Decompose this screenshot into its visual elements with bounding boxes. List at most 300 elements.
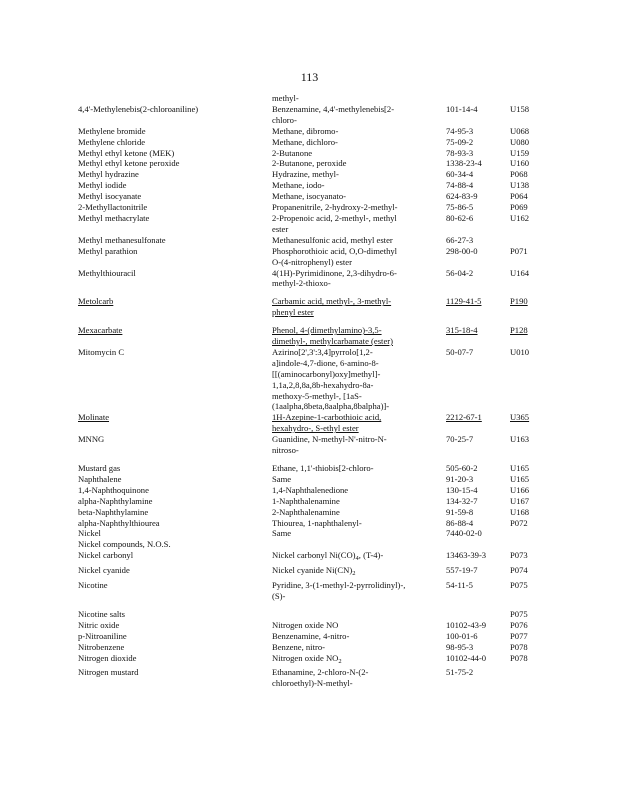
- waste-code-cell-text: U165: [510, 473, 530, 484]
- chemical-name-cell: [78, 307, 272, 318]
- table-row: [78, 609, 548, 620]
- table-row: [78, 380, 548, 391]
- cas-number-cell: [446, 539, 510, 550]
- chemical-name-cell-text: Nitrobenzene: [78, 641, 125, 652]
- chemical-name-cell: [78, 423, 272, 434]
- synonym-cell-text: Benzenamine, 4,4'-methylenebis[2-: [272, 103, 395, 114]
- table-row: [78, 539, 548, 550]
- waste-code-cell: [510, 137, 548, 148]
- cas-number-cell: [446, 278, 510, 289]
- cas-number-cell-text: 505-60-2: [446, 463, 478, 473]
- chemical-table: [78, 93, 548, 689]
- waste-code-cell: [510, 380, 548, 391]
- synonym-cell-text: 1,4-Naphthalenedione: [272, 484, 349, 495]
- waste-code-cell: [510, 307, 548, 318]
- synonym-cell-text: 1-Naphthalenamine: [272, 495, 340, 506]
- table-row: [78, 93, 548, 104]
- cas-number-cell: [446, 369, 510, 380]
- synonym-cell-text: (1aalpha,8beta,8aalpha,8balpha)]-: [272, 401, 390, 412]
- synonym-cell-text: a]indole-4,7-dione, 6-amino-8-: [272, 357, 379, 368]
- cas-number-cell-text: 91-59-8: [446, 506, 474, 517]
- waste-code-cell: [510, 224, 548, 235]
- synonym-cell-text: methyl-: [272, 93, 299, 103]
- chemical-name-cell-text: Nickel compounds, N.O.S.: [78, 539, 171, 550]
- waste-code-cell-text: P128: [510, 325, 528, 336]
- synonym-cell: [272, 507, 446, 518]
- chemical-name-cell: [78, 224, 272, 235]
- synonym-cell: [272, 126, 446, 137]
- synonym-cell-text: ester: [272, 223, 289, 234]
- cas-number-cell: [446, 653, 510, 668]
- synonym-cell-text: Hydrazine, methyl-: [272, 169, 339, 180]
- cas-number-cell-text: 51-75-2: [446, 667, 474, 678]
- synonym-cell: [272, 631, 446, 642]
- synonym-cell: [272, 358, 446, 369]
- synonym-cell: [272, 347, 446, 358]
- table-row: [78, 496, 548, 507]
- chemical-name-cell-text: Methyl parathion: [78, 245, 138, 256]
- chemical-name-cell-text: Methyl hydrazine: [78, 169, 139, 180]
- table-row: [78, 278, 548, 289]
- table-row: [78, 224, 548, 235]
- cas-number-cell-text: 1129-41-5: [446, 296, 482, 307]
- table-row: [78, 507, 548, 518]
- waste-code-cell-text: U167: [510, 495, 530, 506]
- waste-code-cell: [510, 268, 548, 279]
- chemical-name-cell: [78, 296, 272, 307]
- table-row: [78, 126, 548, 137]
- synonym-cell-text: O-(4-nitrophenyl) ester: [272, 256, 352, 267]
- cas-number-cell: [446, 191, 510, 202]
- row-spacer: [78, 318, 548, 325]
- cas-number-cell: [446, 358, 510, 369]
- spacer-cell: [78, 456, 548, 463]
- cas-number-cell: [446, 93, 510, 104]
- cas-number-cell-text: 298-00-0: [446, 245, 478, 256]
- synonym-cell-text: nitroso-: [272, 445, 299, 456]
- synonym-cell-text: Ethane, 1,1'-thiobis[2-chloro-: [272, 463, 374, 473]
- waste-code-cell-text: P190: [510, 296, 528, 307]
- waste-code-cell-text: U163: [510, 434, 530, 445]
- synonym-cell: [272, 104, 446, 115]
- synonym-cell-text: Same: [272, 528, 292, 539]
- waste-code-cell: [510, 550, 548, 565]
- cas-number-cell: [446, 631, 510, 642]
- waste-code-cell: [510, 246, 548, 257]
- chemical-name-cell: [78, 565, 272, 580]
- waste-code-cell: [510, 539, 548, 550]
- chemical-name-cell: [78, 591, 272, 602]
- synonym-cell-text: Methane, dibromo-: [272, 125, 339, 136]
- waste-code-cell-text: P072: [510, 517, 528, 528]
- waste-code-cell-text: P074: [510, 565, 528, 576]
- waste-code-cell-text: U165: [510, 463, 530, 473]
- synonym-cell-text: 1,1a,2,8,8a,8b-hexahydro-8a-: [272, 379, 374, 390]
- cas-number-cell: [446, 507, 510, 518]
- cas-number-cell-text: 75-09-2: [446, 136, 474, 147]
- chemical-name-cell-text: Methyl methanesulfonate: [78, 234, 166, 245]
- synonym-cell-text: Benzene, nitro-: [272, 641, 325, 652]
- synonym-cell: [272, 528, 446, 539]
- waste-code-cell-text: U162: [510, 212, 530, 223]
- table-row: [78, 678, 548, 689]
- synonym-cell: [272, 580, 446, 591]
- cas-number-cell-text: 7440-02-0: [446, 528, 482, 539]
- waste-code-cell-text: U365: [510, 412, 530, 423]
- waste-code-cell: [510, 115, 548, 126]
- cas-number-cell: [446, 667, 510, 678]
- waste-code-cell-text: P069: [510, 202, 528, 213]
- chemical-name-cell: [78, 496, 272, 507]
- chemical-name-cell: [78, 169, 272, 180]
- cas-number-cell-text: 91-20-3: [446, 473, 474, 484]
- cas-number-cell-text: 624-83-9: [446, 191, 478, 202]
- chemical-name-cell: [78, 445, 272, 456]
- table-row: [78, 423, 548, 434]
- waste-code-cell-text: U158: [510, 103, 530, 114]
- synonym-cell: [272, 325, 446, 336]
- row-spacer: [78, 456, 548, 463]
- synonym-cell: [272, 591, 446, 602]
- chemical-name-cell-text: alpha-Naphthylthiourea: [78, 517, 160, 528]
- cas-number-cell: [446, 380, 510, 391]
- table-row: [78, 620, 548, 631]
- cas-number-cell: [446, 104, 510, 115]
- chemical-name-cell: [78, 528, 272, 539]
- waste-code-cell: [510, 565, 548, 580]
- chemical-name-cell-text: Metolcarb: [78, 296, 114, 307]
- table-row: [78, 653, 548, 668]
- table-row: [78, 180, 548, 191]
- waste-code-cell-text: P075: [510, 608, 528, 619]
- cas-number-cell: [446, 591, 510, 602]
- cas-number-cell: [446, 268, 510, 279]
- chemical-name-cell: [78, 434, 272, 445]
- waste-code-cell-text: P068: [510, 169, 528, 180]
- chemical-name-cell: [78, 93, 272, 104]
- synonym-cell-text: 2-Naphthalenamine: [272, 506, 340, 517]
- waste-code-cell: [510, 257, 548, 268]
- waste-code-cell: [510, 485, 548, 496]
- page-number: 113: [300, 70, 319, 84]
- synonym-cell: [272, 401, 446, 412]
- table-row: [78, 235, 548, 246]
- table-row: [78, 580, 548, 591]
- spacer-cell: [78, 602, 548, 609]
- table-row: [78, 434, 548, 445]
- synonym-cell-text: Phosphorothioic acid, O,O-dimethyl: [272, 245, 398, 256]
- cas-number-cell: [446, 580, 510, 591]
- synonym-cell-text: Methane, isocyanato-: [272, 191, 346, 202]
- synonym-cell: [272, 278, 446, 289]
- chemical-name-cell: [78, 148, 272, 159]
- table-row: [78, 246, 548, 257]
- synonym-cell: [272, 391, 446, 402]
- chemical-name-cell: [78, 539, 272, 550]
- table-row: [78, 104, 548, 115]
- synonym-cell-text: Azirino[2',3':3,4]pyrrolo[1,2-: [272, 346, 373, 357]
- chemical-name-cell: [78, 620, 272, 631]
- chemical-name-cell-text: Methyl isocyanate: [78, 191, 142, 202]
- chemical-name-cell: [78, 347, 272, 358]
- cas-number-cell: [446, 620, 510, 631]
- waste-code-cell: [510, 213, 548, 224]
- waste-code-cell: [510, 631, 548, 642]
- spacer-cell: [78, 318, 548, 325]
- waste-code-cell-text: P076: [510, 619, 528, 630]
- waste-code-cell: [510, 278, 548, 289]
- cas-number-cell: [446, 158, 510, 169]
- synonym-cell-text: 2-Butanone: [272, 147, 313, 158]
- waste-code-cell: [510, 434, 548, 445]
- chemical-table-body: [78, 93, 548, 689]
- chemical-name-cell-text: Mexacarbate: [78, 325, 123, 336]
- synonym-cell: [272, 565, 446, 580]
- synonym-cell: [272, 423, 446, 434]
- chemical-name-cell: [78, 191, 272, 202]
- table-row: [78, 296, 548, 307]
- spacer-cell: [78, 289, 548, 296]
- synonym-cell-text: Nitrogen oxide NO: [272, 652, 339, 663]
- waste-code-cell: [510, 678, 548, 689]
- cas-number-cell: [446, 347, 510, 358]
- cas-number-cell: [446, 518, 510, 529]
- waste-code-cell: [510, 336, 548, 347]
- cas-number-cell: [446, 423, 510, 434]
- synonym-cell: [272, 678, 446, 689]
- table-row: [78, 518, 548, 529]
- cas-number-cell: [446, 609, 510, 620]
- chemical-name-cell-text: Naphthalene: [78, 473, 122, 484]
- chemical-name-cell-text: Nitric oxide: [78, 619, 120, 630]
- synonym-cell: [272, 148, 446, 159]
- cas-number-cell: [446, 213, 510, 224]
- table-row: [78, 257, 548, 268]
- chemical-name-cell-text: Nicotine salts: [78, 608, 126, 619]
- chemical-name-cell: [78, 401, 272, 412]
- waste-code-cell-text: P077: [510, 630, 528, 641]
- synonym-cell-text: Pyridine, 3-(1-methyl-2-pyrrolidinyl)-,: [272, 580, 406, 591]
- synonym-cell: [272, 642, 446, 653]
- synonym-cell: [272, 169, 446, 180]
- chemical-name-cell-text: Methyl methacrylate: [78, 212, 150, 223]
- cas-number-cell: [446, 485, 510, 496]
- cas-number-cell: [446, 434, 510, 445]
- waste-code-cell-text: U068: [510, 125, 530, 136]
- waste-code-cell-text: P064: [510, 191, 528, 202]
- chemical-name-cell: [78, 580, 272, 591]
- chemical-name-cell: [78, 257, 272, 268]
- cas-number-cell: [446, 412, 510, 423]
- chemical-name-cell: [78, 268, 272, 279]
- synonym-cell: [272, 202, 446, 213]
- table-row: [78, 631, 548, 642]
- chemical-name-cell-text: alpha-Naphthylamine: [78, 495, 153, 506]
- waste-code-cell: [510, 325, 548, 336]
- waste-code-cell: [510, 580, 548, 591]
- synonym-cell-text: 4(1H)-Pyrimidinone, 2,3-dihydro-6-: [272, 267, 397, 278]
- cas-number-cell: [446, 463, 510, 474]
- chemical-name-cell: [78, 213, 272, 224]
- table-row: [78, 336, 548, 347]
- waste-code-cell: [510, 358, 548, 369]
- waste-code-cell-text: U080: [510, 136, 530, 147]
- chemical-name-cell: [78, 126, 272, 137]
- table-row: [78, 148, 548, 159]
- cas-number-cell: [446, 445, 510, 456]
- synonym-cell: [272, 620, 446, 631]
- chemical-name-cell: [78, 246, 272, 257]
- waste-code-cell: [510, 235, 548, 246]
- chemical-name-cell-text: p-Nitroaniline: [78, 630, 127, 641]
- cas-number-cell: [446, 224, 510, 235]
- chemical-name-cell-text: Nickel cyanide: [78, 565, 130, 576]
- table-row: [78, 347, 548, 358]
- cas-number-cell: [446, 202, 510, 213]
- synonym-cell: [272, 518, 446, 529]
- waste-code-cell: [510, 296, 548, 307]
- waste-code-cell-text: U168: [510, 506, 530, 517]
- cas-number-cell: [446, 126, 510, 137]
- chemical-name-cell: [78, 104, 272, 115]
- chemical-name-cell-text: Methylene bromide: [78, 125, 146, 136]
- synonym-cell-text: Guanidine, N-methyl-N'-nitro-N-: [272, 434, 387, 445]
- synonym-cell-text: dimethyl-, methylcarbamate (ester): [272, 336, 393, 347]
- synonym-cell: [272, 213, 446, 224]
- synonym-cell: [272, 380, 446, 391]
- cas-number-cell-text: 134-32-7: [446, 495, 478, 506]
- table-row: [78, 401, 548, 412]
- cas-number-cell: [446, 325, 510, 336]
- waste-code-cell: [510, 609, 548, 620]
- waste-code-cell: [510, 158, 548, 169]
- synonym-cell-text: methoxy-5-methyl-, [1aS-: [272, 390, 362, 401]
- table-row: [78, 565, 548, 580]
- synonym-cell: [272, 463, 446, 474]
- synonym-cell-text: 1H-Azepine-1-carbothioic acid,: [272, 412, 382, 423]
- synonym-cell-text: Nickel cyanide Ni(CN): [272, 565, 353, 576]
- cas-number-cell-text: 56-04-2: [446, 267, 474, 278]
- synonym-cell: [272, 307, 446, 318]
- waste-code-cell: [510, 391, 548, 402]
- chemical-name-cell-text: 4,4'-Methylenebis(2-chloroaniline): [78, 103, 199, 114]
- cas-number-cell: [446, 296, 510, 307]
- waste-code-cell-text: P073: [510, 550, 528, 561]
- cas-number-cell-text: 2212-67-1: [446, 412, 482, 423]
- waste-code-cell: [510, 401, 548, 412]
- waste-code-cell-text: U138: [510, 180, 530, 191]
- formula-subscript: 4: [355, 555, 359, 563]
- waste-code-cell-text: U159: [510, 147, 530, 158]
- table-row: [78, 667, 548, 678]
- synonym-cell: [272, 336, 446, 347]
- waste-code-cell: [510, 423, 548, 434]
- cas-number-cell-text: 315-18-4: [446, 325, 478, 336]
- chemical-name-cell: [78, 507, 272, 518]
- synonym-cell-text: Benzenamine, 4-nitro-: [272, 630, 350, 641]
- cas-number-cell-text: 10102-43-9: [446, 619, 487, 630]
- chemical-name-cell: [78, 642, 272, 653]
- chemical-name-cell-text: Methyl iodide: [78, 180, 127, 191]
- cas-number-cell: [446, 257, 510, 268]
- synonym-cell: [272, 434, 446, 445]
- cas-number-cell-text: 100-01-6: [446, 630, 478, 641]
- waste-code-cell: [510, 642, 548, 653]
- formula-subscript: 2: [352, 570, 356, 578]
- cas-number-cell-text: 70-25-7: [446, 434, 474, 445]
- chemical-name-cell: [78, 325, 272, 336]
- chemical-name-cell: [78, 358, 272, 369]
- waste-code-cell: [510, 180, 548, 191]
- waste-code-cell: [510, 369, 548, 380]
- table-row: [78, 463, 548, 474]
- cas-number-cell: [446, 169, 510, 180]
- table-row: [78, 412, 548, 423]
- waste-code-cell: [510, 169, 548, 180]
- cas-number-cell-text: 54-11-5: [446, 580, 473, 591]
- synonym-cell-text: phenyl ester: [272, 307, 314, 318]
- table-row: [78, 391, 548, 402]
- cas-number-cell-text: 80-62-6: [446, 212, 474, 223]
- chemical-name-cell: [78, 391, 272, 402]
- cas-number-cell: [446, 401, 510, 412]
- cas-number-cell-text: 557-19-7: [446, 565, 478, 576]
- chemical-name-cell-text: Nickel carbonyl: [78, 550, 134, 561]
- waste-code-cell: [510, 148, 548, 159]
- cas-number-cell-text: 74-88-4: [446, 180, 474, 191]
- waste-code-cell: [510, 445, 548, 456]
- chemical-name-cell: [78, 550, 272, 565]
- synonym-cell-text: Ethanamine, 2-chloro-N-(2-: [272, 667, 369, 678]
- cas-number-cell-text: 130-15-4: [446, 484, 478, 495]
- waste-code-cell: [510, 474, 548, 485]
- row-spacer: [78, 602, 548, 609]
- waste-code-cell: [510, 202, 548, 213]
- chemical-name-cell: [78, 158, 272, 169]
- cas-number-cell: [446, 496, 510, 507]
- waste-code-cell-text: U010: [510, 346, 530, 357]
- chemical-name-cell: [78, 180, 272, 191]
- table-row: [78, 358, 548, 369]
- table-row: [78, 550, 548, 565]
- chemical-name-cell: [78, 678, 272, 689]
- cas-number-cell-text: 78-93-3: [446, 147, 474, 158]
- synonym-cell-text: 2-Butanone, peroxide: [272, 158, 347, 169]
- chemical-name-cell-text: Mustard gas: [78, 463, 121, 473]
- cas-number-cell: [446, 180, 510, 191]
- cas-number-cell: [446, 642, 510, 653]
- synonym-cell: [272, 246, 446, 257]
- waste-code-cell: [510, 518, 548, 529]
- synonym-cell: [272, 474, 446, 485]
- synonym-cell-text: 2-Propenoic acid, 2-methyl-, methyl: [272, 212, 397, 223]
- chemical-name-cell: [78, 609, 272, 620]
- cas-number-cell: [446, 137, 510, 148]
- waste-code-cell-text: P075: [510, 580, 528, 591]
- table-row: [78, 642, 548, 653]
- synonym-cell-text: (S)-: [272, 590, 286, 601]
- chemical-name-cell: [78, 667, 272, 678]
- chemical-name-cell-text: Methyl ethyl ketone (MEK): [78, 147, 175, 158]
- chemical-name-cell-text: Molinate: [78, 412, 110, 423]
- waste-code-cell: [510, 653, 548, 668]
- table-row: [78, 191, 548, 202]
- table-row: [78, 213, 548, 224]
- chemical-name-cell-text: Nicotine: [78, 580, 108, 591]
- waste-code-cell-text: U166: [510, 484, 530, 495]
- chemical-name-cell-text: MNNG: [78, 434, 105, 445]
- synonym-cell: [272, 158, 446, 169]
